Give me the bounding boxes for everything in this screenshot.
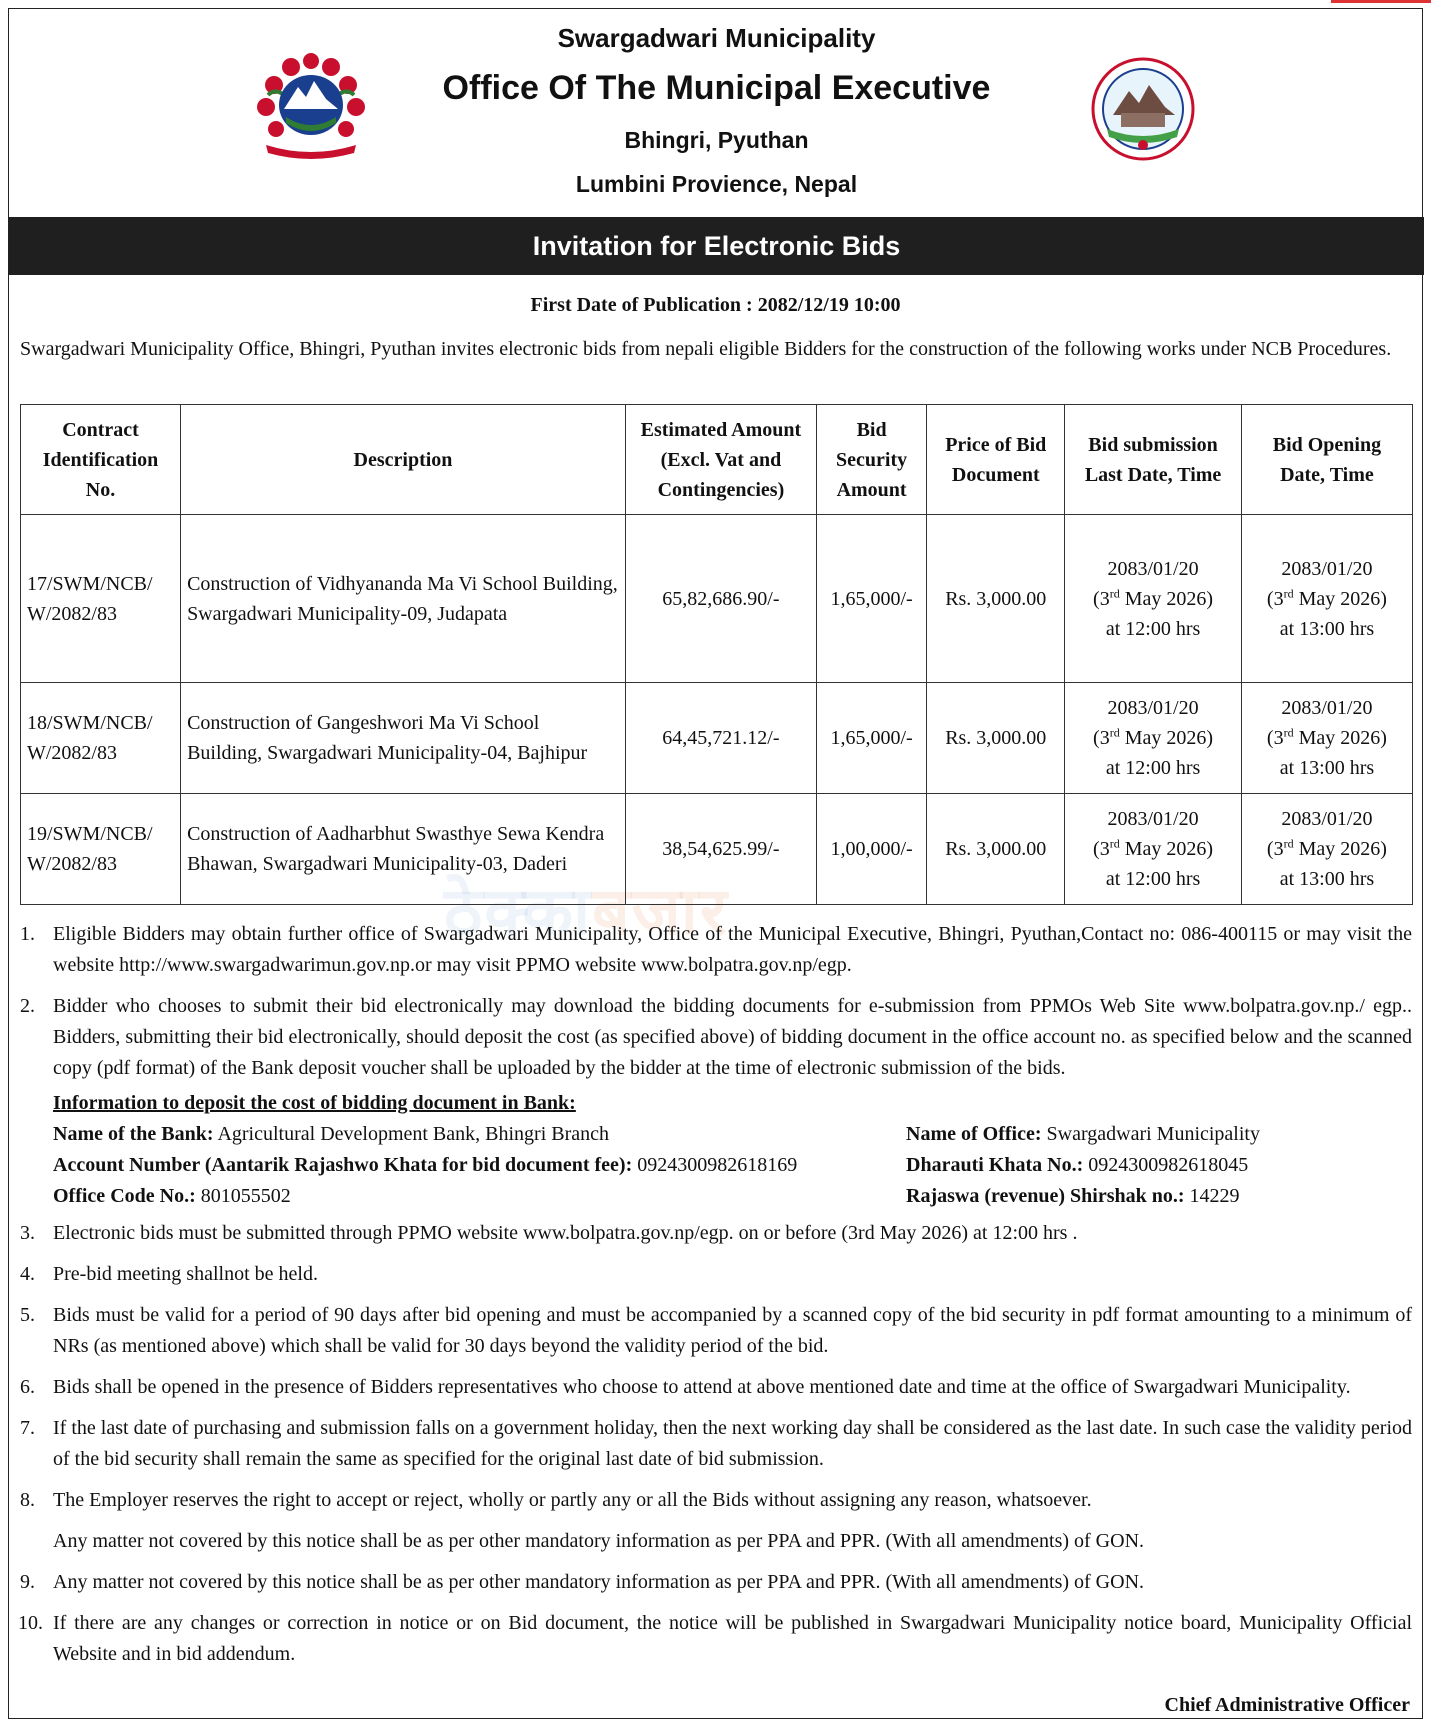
note-5: 5. Bids must be valid for a period of 90 days after bid opening and must be accompanied by a scanned copy of the bid security in pdf format amounting to a minimum of NRs (as mentioned above) which shall be valid for 30 days beyond the validity period of the bid.: [20, 1304, 1412, 1357]
description-cell: Construction of Aadharbhut Swasthye Sewa Kendra Bhawan, Swargadwari Municipality-03, Daderi: [181, 794, 626, 905]
contract-id-cell: 19/SWM/NCB/ W/2082/83: [21, 794, 181, 905]
note-text: Any matter not covered by this notice shall be as per other mandatory information as per PPA and PPR. (With all amendments) of GON.: [53, 1530, 1145, 1552]
account-number-label: Account Number (Aantarik Rajashwo Khata for bid document fee):: [53, 1154, 633, 1176]
note-1: 1. Eligible Bidders may obtain further office of Swargadwari Municipality, Office of the Municipal Executive, Bhingri, Pyuthan,Contact no: 086-400115 or may visit the website http://www.swargadwarimun.gov.np.or may visit PPMO website www.bolpatra.gov.np/egp.: [20, 923, 1412, 976]
opening-date: 2083/01/20: [1281, 697, 1373, 719]
intro-paragraph: Swargadwari Municipality Office, Bhingri, Pyuthan invites electronic bids from nepali eligible Bidders for the construction of the following works under NCB Procedures.: [20, 338, 1392, 360]
submission-time: at 12:00 hrs: [1105, 757, 1201, 779]
day-rest: May 2026): [1119, 587, 1214, 610]
note-7: 7. If the last date of purchasing and submission falls on a government holiday, then the next working day shall be considered as the last date. In such case the validity period of the bid security shall remain the same as specified for the original last date of bid submission.: [20, 1417, 1412, 1470]
bid-security-cell: 1,00,000/-: [816, 794, 926, 905]
office-name-label: Name of Office:: [906, 1123, 1042, 1145]
opening-day: [1248, 723, 1406, 753]
submission-time: at 12:00 hrs: [1105, 617, 1201, 640]
opening-date-cell: [1241, 794, 1412, 905]
province: Lumbini Provience, Nepal: [575, 171, 858, 197]
submission-date-cell: [1065, 515, 1242, 683]
note-3: 3. Electronic bids must be submitted through PPMO website www.bolpatra.gov.np/egp. on or before (3rd May 2026) at 12:00 hrs .: [20, 1222, 1078, 1244]
col-header-description: Description: [181, 405, 626, 515]
rajaswa-label: Rajaswa (revenue) Shirshak no.:: [906, 1185, 1185, 1207]
description-cell: Construction of Vidhyananda Ma Vi School Building, Swargadwari Municipality-09, Judapata: [181, 515, 626, 683]
description-cell: Construction of Gangeshwori Ma Vi School Building, Swargadwari Municipality-04, Bajhipur: [181, 683, 626, 794]
submission-date-cell: [1065, 683, 1242, 794]
day-prefix: (3: [1266, 587, 1284, 610]
day-rest: May 2026): [1293, 838, 1387, 860]
note-4: 4. Pre-bid meeting shallnot be held.: [20, 1263, 318, 1285]
bank-name-label: Name of the Bank:: [53, 1123, 214, 1145]
rajaswa-value: 14229: [1184, 1185, 1240, 1207]
watermark-part-2: बजार: [592, 873, 729, 950]
note-text: Bids shall be opened in the presence of Bidders representatives who choose to attend at above mentioned date and time at the office of Swargadwari Municipality.: [53, 1376, 1351, 1398]
estimated-amount-cell: 64,45,721.12/-: [625, 683, 816, 794]
note-10: 10. If there are any changes or correction in notice or on Bid document, the notice will be published in Swargadwari Municipality notice board, Municipality Official Website and in bid addendum.: [18, 1612, 1412, 1665]
notice-banner: Invitation for Electronic Bids: [9, 217, 1424, 275]
contract-id-cell: 18/SWM/NCB/ W/2082/83: [21, 683, 181, 794]
note-8-continued: [20, 1526, 1412, 1557]
office-name: Office Of The Municipal Executive: [442, 69, 991, 107]
note-8: 8. The Employer reserves the right to accept or reject, wholly or partly any or all the Bids without assigning any reason, whatsoever.: [20, 1489, 1092, 1511]
estimated-amount-cell: 38,54,625.99/-: [625, 794, 816, 905]
opening-day: [1248, 584, 1406, 614]
day-prefix: (3: [1093, 727, 1110, 749]
day-suffix: rd: [1283, 585, 1294, 600]
opening-time: at 13:00 hrs: [1279, 757, 1375, 779]
submission-date: 2083/01/20: [1107, 697, 1199, 719]
bids-table: [20, 404, 1413, 905]
top-accent-bar: [1331, 0, 1431, 3]
note-text: Electronic bids must be submitted through PPMO website www.bolpatra.gov.np/egp. on or before (3rd May 2026) at 12:00 hrs .: [53, 1222, 1078, 1244]
opening-date: 2083/01/20: [1281, 557, 1373, 580]
table-row: [21, 794, 1413, 905]
note-text: Bids must be valid for a period of 90 days after bid opening and must be accompanied by a scanned copy of the bid security in pdf format amounting to a minimum of NRs (as mentioned above) which shall be valid for 30 days beyond the validity period of the bid.: [53, 1304, 1412, 1357]
opening-date-cell: [1241, 515, 1412, 683]
opening-date-cell: [1241, 683, 1412, 794]
table-row: [21, 515, 1413, 683]
note-text: If the last date of purchasing and submission falls on a government holiday, then the next working day shall be considered as the last date. In such case the validity period of the bid security shall remain the same as specified for the original last date of bid submission.: [53, 1417, 1412, 1470]
day-suffix: rd: [1109, 836, 1120, 851]
col-header-contract-id: Contract Identification No.: [21, 405, 181, 515]
col-header-document-price: Price of Bid Document: [927, 405, 1065, 515]
day-suffix: rd: [1109, 725, 1120, 740]
submission-date: 2083/01/20: [1107, 557, 1199, 580]
submission-time: at 12:00 hrs: [1105, 868, 1201, 890]
office-name-value: Swargadwari Municipality: [1041, 1123, 1260, 1145]
opening-day: [1248, 834, 1406, 864]
day-rest: May 2026): [1119, 727, 1214, 749]
day-rest: May 2026): [1293, 587, 1387, 610]
table-row: [21, 683, 1413, 794]
submission-date: 2083/01/20: [1107, 808, 1199, 830]
day-prefix: (3: [1093, 838, 1110, 860]
note-text: If there are any changes or correction in notice or on Bid document, the notice will be published in Swargadwari Municipality notice board, Municipality Official Website and in bid addendum.: [53, 1612, 1412, 1665]
document-price-cell: Rs. 3,000.00: [927, 794, 1065, 905]
note-text: Bidder who chooses to submit their bid electronically may download the bidding documents for e-submission from PPMOs Web Site www.bolpatra.gov.np./ egp.. Bidders, submitting their bid electronically, should deposit the cost (as specified above) of bidding document in the office account no. as specified below and the scanned copy (pdf format) of the Bank deposit voucher shall be uploaded by the bidder at the time of electronic submission of the bids.: [53, 995, 1412, 1079]
note-text: The Employer reserves the right to accept or reject, wholly or partly any or all the Bids without assigning any reason, whatsoever.: [53, 1489, 1092, 1511]
letterhead: [9, 9, 1424, 214]
day-rest: May 2026): [1119, 838, 1214, 860]
note-6: 6. Bids shall be opened in the presence of Bidders representatives who choose to attend at above mentioned date and time at the office of Swargadwari Municipality.: [20, 1376, 1351, 1398]
bid-security-cell: 1,65,000/-: [816, 515, 926, 683]
office-location: Bhingri, Pyuthan: [624, 127, 809, 153]
day-prefix: (3: [1266, 838, 1284, 860]
municipality-logo-icon: [1091, 57, 1195, 161]
bank-info-heading: Information to deposit the cost of bidding document in Bank:: [53, 1092, 576, 1114]
office-code-value: 801055502: [195, 1185, 291, 1207]
municipality-name: Swargadwari Municipality: [557, 23, 876, 53]
opening-time: at 13:00 hrs: [1279, 868, 1375, 890]
note-text: Any matter not covered by this notice shall be as per other mandatory information as per PPA and PPR. (With all amendments) of GON.: [53, 1571, 1145, 1593]
day-suffix: rd: [1109, 585, 1120, 600]
day-rest: May 2026): [1293, 727, 1387, 749]
opening-date: 2083/01/20: [1281, 808, 1373, 830]
bank-name-value: Agricultural Development Bank, Bhingri Branch: [213, 1123, 610, 1145]
note-text: Pre-bid meeting shallnot be held.: [53, 1263, 318, 1285]
contract-id-cell: 17/SWM/NCB/ W/2082/83: [21, 515, 181, 683]
submission-day: [1071, 834, 1235, 864]
col-header-bid-security: Bid Security Amount: [816, 405, 926, 515]
day-suffix: rd: [1283, 836, 1294, 851]
day-suffix: rd: [1283, 725, 1294, 740]
dharauti-value: 0924300982618045: [1083, 1154, 1249, 1176]
day-prefix: (3: [1266, 727, 1284, 749]
notice-frame: [8, 8, 1423, 1719]
bank-info: [20, 1088, 1412, 1212]
opening-time: at 13:00 hrs: [1279, 617, 1375, 640]
submission-day: [1071, 584, 1235, 614]
account-number-value: 0924300982618169: [632, 1154, 798, 1176]
document-price-cell: Rs. 3,000.00: [927, 515, 1065, 683]
submission-day: [1071, 723, 1235, 753]
signature: Chief Administrative Officer: [1164, 1694, 1410, 1716]
note-text: Eligible Bidders may obtain further office of Swargadwari Municipality, Office of the Municipal Executive, Bhingri, Pyuthan,Contact no: 086-400115 or may visit the website http://www.swargadwarimun.gov.np.or may visit PPMO website www.bolpatra.gov.np/egp.: [53, 923, 1412, 976]
submission-date-cell: [1065, 794, 1242, 905]
bid-security-cell: 1,65,000/-: [816, 683, 926, 794]
publication-date: First Date of Publication : 2082/12/19 10:00: [530, 294, 901, 316]
table-header-row: [21, 405, 1413, 515]
day-prefix: (3: [1093, 587, 1110, 610]
note-9: 9. Any matter not covered by this notice shall be as per other mandatory information as per PPA and PPR. (With all amendments) of GON.: [20, 1571, 1145, 1593]
notes-list: [20, 919, 1412, 1680]
note-2: 2. Bidder who chooses to submit their bid electronically may download the bidding documents for e-submission from PPMOs Web Site www.bolpatra.gov.np./ egp.. Bidders, submitting their bid electronically, should deposit the cost (as specified above) of bidding document in the office account no. as specified below and the scanned copy (pdf format) of the Bank deposit voucher shall be uploaded by the bidder at the time of electronic submission of the bids.: [20, 995, 1412, 1079]
col-header-submission-date: Bid submission Last Date, Time: [1065, 405, 1242, 515]
col-header-estimated-amount: Estimated Amount (Excl. Vat and Contingencies): [625, 405, 816, 515]
dharauti-label: Dharauti Khata No.:: [906, 1154, 1084, 1176]
col-header-opening-date: Bid Opening Date, Time: [1241, 405, 1412, 515]
watermark-part-1: ठेक्का: [444, 873, 593, 950]
document-price-cell: Rs. 3,000.00: [927, 683, 1065, 794]
office-code-label: Office Code No.:: [53, 1185, 196, 1207]
estimated-amount-cell: 65,82,686.90/-: [625, 515, 816, 683]
